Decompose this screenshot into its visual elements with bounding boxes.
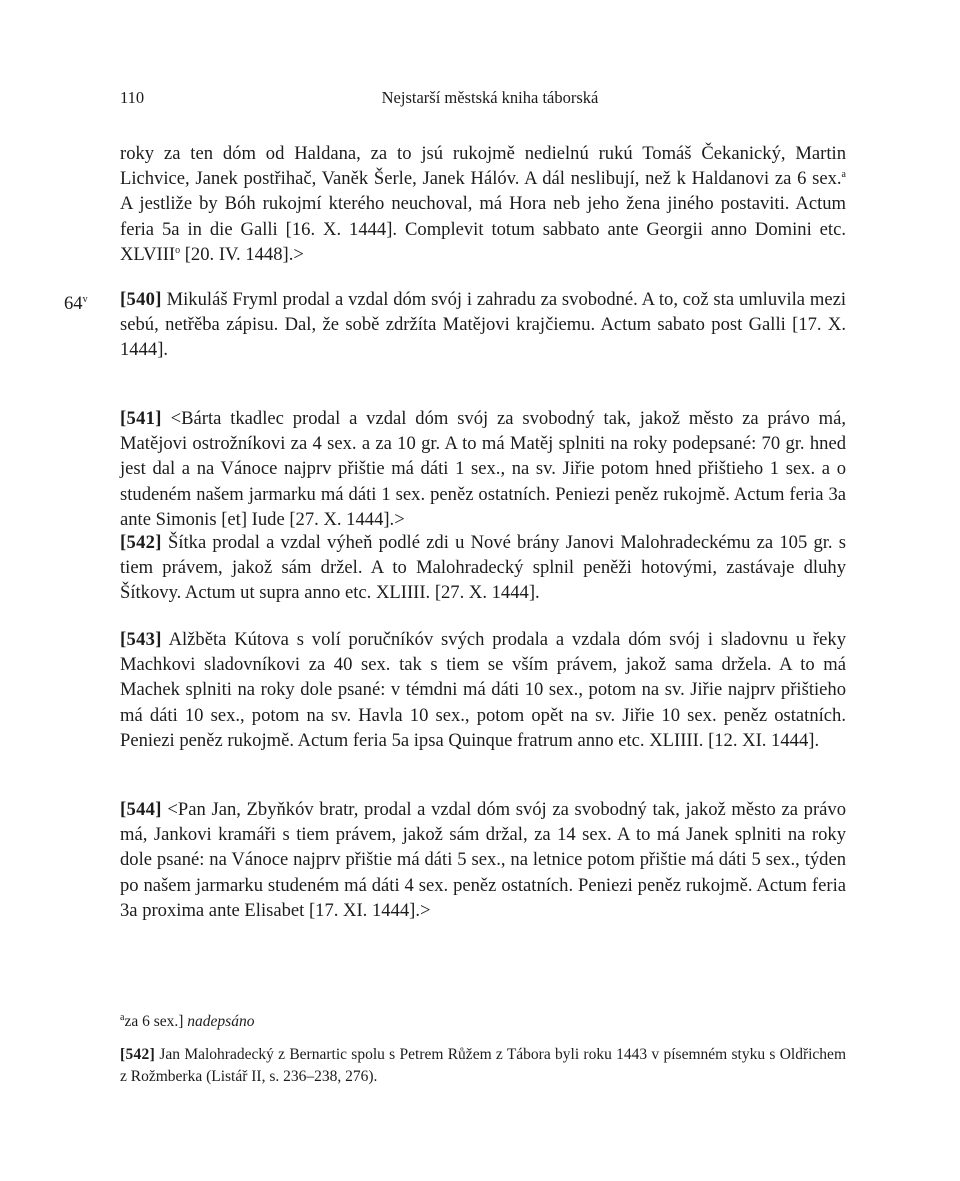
footnote-ref: a [841, 169, 846, 181]
entry-text: Alžběta Kútova s volí poručníkóv svých prodala a vzdala dóm svój i sladovnu u řeky Machkovi sladovníkovi za 40 sex. tak s tiem se vším právem, jakož sama držela. A to má Machek splniti na roky dole psané: v témdni má dáti 10 sex., potom na sv. Jiřie najprv přištieho má dáti 10 sex., potom na sv. Havla 10 sex., potom opět na sv. Jiřie 10 sex. peněz ostatních. Peniezi peněz rukojmě. Actum feria 5a ipsa Quinque fratrum anno etc. XLIIII. [12. XI. 1444]. [120, 629, 846, 751]
entry-number: [543] [120, 629, 162, 650]
footnote-text: Jan Malohradecký z Bernartic spolu s Petrem Růžem z Tábora byli roku 1443 v písemném styku s Oldřichem z Rožmberka (Listář II, s. 236–238, 276). [120, 1046, 846, 1085]
running-title: Nejstarší městská kniha táborská [381, 88, 599, 107]
footnote-number: [542] [120, 1046, 156, 1063]
folio-side: v [82, 294, 88, 305]
entry-text: roky za ten dóm od Haldana, za to jsú rukojmě nedielnú rukú Tomáš Čekanický, Martin Lichvice, Janek postřihač, Vaněk Šerle, Janek Hálóv. A dál neslibují, než k Haldanovi za 6 sex. [120, 143, 846, 190]
page-number: 110 [120, 88, 145, 107]
entry-number: [544] [120, 799, 162, 820]
folio-number: 64 [64, 293, 83, 315]
entry-542 [120, 530, 846, 606]
entry-text: <Pan Jan, Zbyňkóv bratr, prodal a vzdal dóm svój za svobodný tak, jakož město za právo má, Jankovi kramáři s tiem právem, jakož sám držal, za 14 sex. A to má Janek splniti na roky dole psané: na Vánoce najprv přištie má dáti 5 sex., na letnice potom přištie má dáti 5 sex., týden po našem jarmarku studeném má dáti 4 sex. peněz ostatních. Peniezi peněz rukojmě. Actum feria 3a proxima ante Elisabet [17. XI. 1444].> [120, 799, 846, 921]
entry-543 [120, 627, 846, 753]
entry-continuation [120, 141, 846, 267]
entry-number: [541] [120, 408, 162, 429]
page-header [120, 88, 840, 112]
entry-text: A jestliže by Bóh rukojmí kterého neuchoval, má Hora neb jeho žena jiného postaviti. Actum feria 5a in die Galli [16. X. 1444]. Complevit totum sabbato ante Georgii anno Domini etc. XLVIII [120, 193, 846, 265]
footnote-mark: a [120, 1012, 125, 1023]
entry-number: [540] [120, 289, 162, 310]
entry-text: Šítka prodal a vzdal výheň podlé zdi u Nové brány Janovi Malohradeckému za 105 gr. s tiem právem, jakož sám držel. A to Malohradecký splnil peněži hotovými, zastávaje dluhy Šítkovy. Actum ut supra anno etc. XLIIII. [27. X. 1444]. [120, 532, 846, 604]
entry-540 [120, 287, 846, 363]
entry-text: <Bárta tkadlec prodal a vzdal dóm svój za svobodný tak, jakož město za právo má, Matějovi ostrožníkovi za 4 sex. a za 10 gr. A to má Matěj splniti na roky podepsané: 70 gr. hned jest dal a na Vánoce najprv přištie má dáti 1 sex., na sv. Jiřie potom hned přištieho 1 sex. a o studeném našem jarmarku má dáti 1 sex. peněz ostatních. Peniezi peněz rukojmě. Actum feria 3a ante Simonis [et] Iude [27. X. 1444].> [120, 408, 846, 530]
entry-text: Mikuláš Fryml prodal a vzdal dóm svój i zahradu za svobodné. A to, což sta umluvila mezi sebú, netřěba zápisu. Dal, že sobě zdržíta Matějovi krajčiemu. Actum sabato post Galli [17. X. 1444]. [120, 289, 846, 361]
entry-text: [20. IV. 1448].> [180, 243, 304, 265]
footnote-text: za 6 sex.] [124, 1013, 184, 1031]
entry-541 [120, 406, 846, 532]
footnote-italic: nadepsáno [187, 1013, 255, 1031]
entry-number: [542] [120, 532, 162, 553]
folio-marker [64, 287, 88, 316]
footnote-542 [120, 1044, 846, 1088]
superscript: o [175, 244, 181, 256]
footnote-a [120, 1012, 254, 1031]
entry-544 [120, 797, 846, 923]
